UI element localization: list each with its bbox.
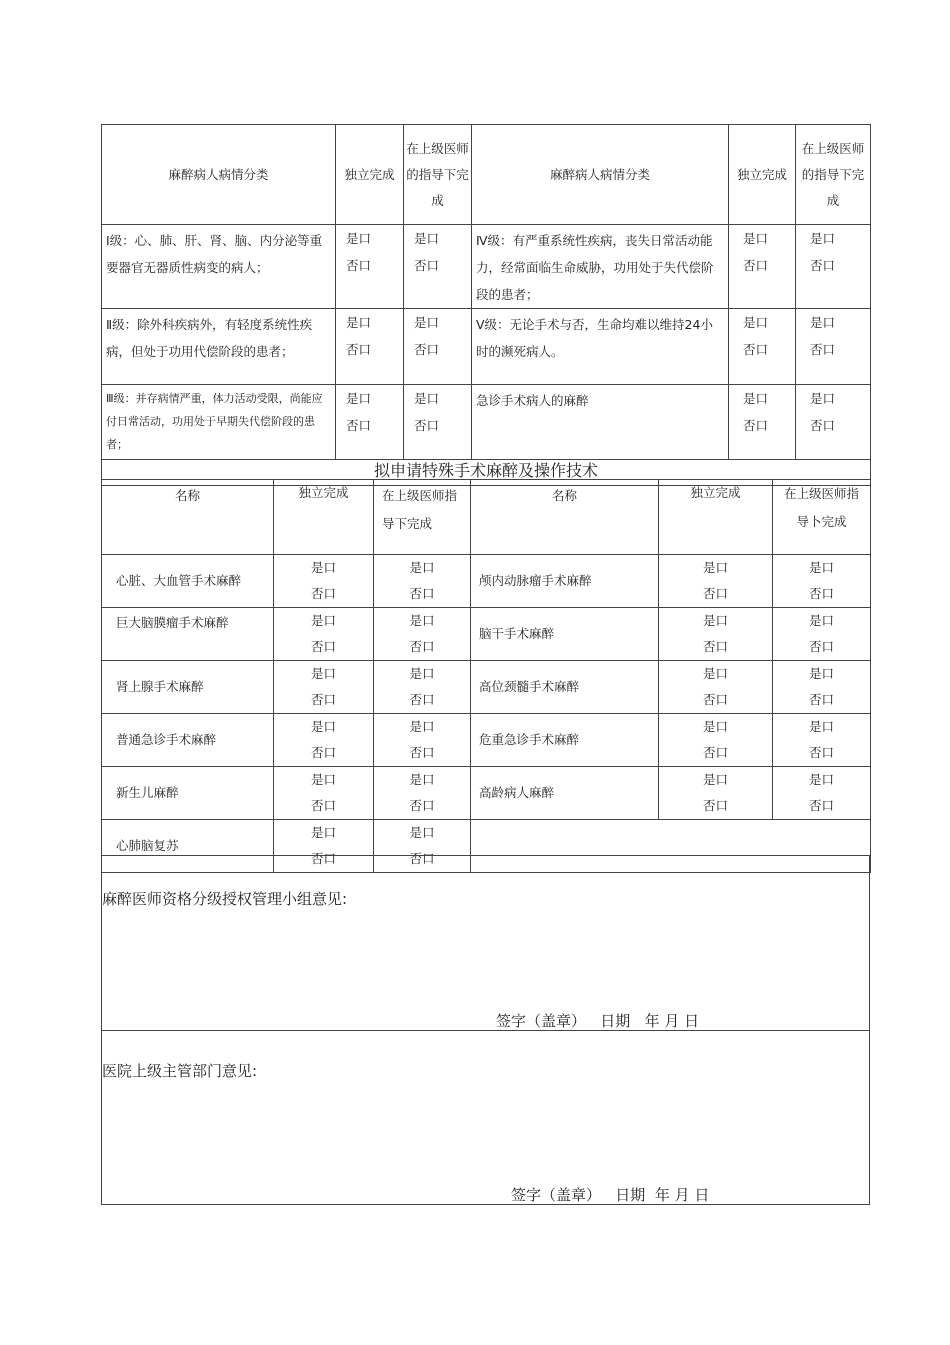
no-checkbox[interactable]: 否口	[702, 692, 728, 707]
no-checkbox[interactable]: 否口	[702, 745, 728, 760]
independent-header: 独立完成	[659, 480, 773, 555]
checkbox-pair[interactable]	[374, 714, 471, 767]
no-checkbox[interactable]: 否口	[808, 745, 834, 760]
group-opinion-cell[interactable]	[102, 856, 870, 1031]
yes-checkbox[interactable]: 是口	[810, 391, 836, 406]
yes-checkbox[interactable]: 是口	[702, 560, 728, 575]
checkbox-pair[interactable]	[336, 225, 404, 309]
checkbox-pair[interactable]	[336, 385, 404, 460]
no-checkbox[interactable]: 否口	[409, 586, 435, 601]
no-checkbox[interactable]: 否口	[310, 639, 336, 654]
yes-checkbox[interactable]: 是口	[702, 666, 728, 681]
classification-row	[102, 309, 871, 385]
special-row	[102, 555, 871, 608]
form-page	[101, 124, 870, 1204]
procedure-name: 心肺脑复苏	[102, 820, 274, 873]
name-header-left: 名称	[102, 480, 274, 555]
checkbox-pair[interactable]	[274, 714, 374, 767]
yes-checkbox[interactable]: 是口	[409, 666, 435, 681]
class-2-cell: Ⅱ级：除外科疾病外，有轻度系统性疾病，但处于功用代偿阶段的患者；	[102, 309, 336, 385]
procedure-name: 巨大脑膜瘤手术麻醉	[102, 608, 274, 661]
class-4-cell: Ⅳ级：有严重系统性疾病，丧失日常活动能力，经常面临生命威胁，功用处于失代偿阶段的患者；	[472, 225, 729, 309]
checkbox-pair[interactable]	[729, 225, 796, 309]
no-checkbox[interactable]: 否口	[409, 692, 435, 707]
hospital-opinion-row	[102, 1031, 870, 1205]
yes-checkbox[interactable]: 是口	[743, 315, 769, 330]
no-checkbox[interactable]: 否口	[808, 639, 834, 654]
category-header-left: 麻醉病人病情分类	[102, 125, 336, 225]
no-checkbox[interactable]: 否口	[346, 258, 372, 273]
procedure-name: 高龄病人麻醉	[471, 767, 659, 820]
yes-checkbox[interactable]: 是口	[810, 315, 836, 330]
checkbox-pair[interactable]	[374, 767, 471, 820]
procedure-name: 肾上腺手术麻醉	[102, 661, 274, 714]
yes-checkbox[interactable]: 是口	[310, 560, 336, 575]
yes-checkbox[interactable]: 是口	[808, 719, 834, 734]
classification-header-row	[102, 125, 871, 225]
special-row	[102, 608, 871, 661]
no-checkbox[interactable]: 否口	[409, 639, 435, 654]
checkbox-pair[interactable]	[659, 555, 773, 608]
no-checkbox[interactable]: 否口	[346, 342, 372, 357]
independent-header: 独立完成	[274, 480, 374, 555]
yes-checkbox[interactable]: 是口	[346, 391, 372, 406]
classification-table	[101, 124, 871, 486]
yes-checkbox[interactable]: 是口	[346, 315, 372, 330]
no-checkbox[interactable]: 否口	[310, 798, 336, 813]
checkbox-pair[interactable]	[659, 661, 773, 714]
checkbox-pair[interactable]	[659, 608, 773, 661]
class-5-cell: Ⅴ级：无论手术与否，生命均难以维持24小时的濒死病人。	[472, 309, 729, 385]
checkbox-pair[interactable]	[773, 661, 871, 714]
emergency-cell: 急诊手术病人的麻醉	[472, 385, 729, 460]
no-checkbox[interactable]: 否口	[808, 798, 834, 813]
yes-checkbox[interactable]: 是口	[409, 825, 435, 840]
procedure-name: 脑干手术麻醉	[471, 608, 659, 661]
checkbox-pair[interactable]	[773, 767, 871, 820]
no-checkbox[interactable]: 否口	[810, 342, 836, 357]
yes-checkbox[interactable]: 是口	[702, 613, 728, 628]
special-row	[102, 661, 871, 714]
checkbox-pair[interactable]	[729, 385, 796, 460]
yes-checkbox[interactable]: 是口	[702, 719, 728, 734]
no-checkbox[interactable]: 否口	[409, 798, 435, 813]
checkbox-pair[interactable]	[336, 309, 404, 385]
yes-checkbox[interactable]: 是口	[310, 666, 336, 681]
checkbox-pair[interactable]	[796, 385, 871, 460]
no-checkbox[interactable]: 否口	[743, 342, 769, 357]
no-checkbox[interactable]: 否口	[810, 258, 836, 273]
checkbox-pair[interactable]	[659, 767, 773, 820]
yes-checkbox[interactable]: 是口	[310, 825, 336, 840]
no-checkbox[interactable]: 否口	[346, 418, 372, 433]
yes-checkbox[interactable]: 是口	[702, 772, 728, 787]
no-checkbox[interactable]: 否口	[743, 258, 769, 273]
class-1-cell: Ⅰ级：心、肺、肝、肾、脑、内分泌等重要器官无器质性病变的病人；	[102, 225, 336, 309]
no-checkbox[interactable]: 否口	[414, 342, 440, 357]
yes-checkbox[interactable]: 是口	[808, 613, 834, 628]
no-checkbox[interactable]: 否口	[414, 418, 440, 433]
classification-row	[102, 385, 871, 460]
yes-checkbox[interactable]: 是口	[743, 231, 769, 246]
procedure-name: 心脏、大血管手术麻醉	[102, 555, 274, 608]
yes-checkbox[interactable]: 是口	[310, 613, 336, 628]
group-opinion-label: 麻醉医师资格分级授权管理小组意见:	[102, 890, 348, 908]
yes-checkbox[interactable]: 是口	[810, 231, 836, 246]
special-header-row	[102, 480, 871, 555]
yes-checkbox[interactable]: 是口	[808, 560, 834, 575]
independent-header-right: 独立完成	[729, 125, 796, 225]
no-checkbox[interactable]: 否口	[414, 258, 440, 273]
yes-checkbox[interactable]: 是口	[409, 719, 435, 734]
no-checkbox[interactable]: 否口	[702, 639, 728, 654]
opinions-table	[101, 855, 870, 1205]
supervised-header-left: 在上级医师的指导下完成	[404, 125, 472, 225]
special-row	[102, 767, 871, 820]
checkbox-pair[interactable]	[773, 555, 871, 608]
checkbox-pair[interactable]	[404, 225, 472, 309]
checkbox-pair[interactable]	[773, 608, 871, 661]
supervised-header: 在上级医师指导下完成	[374, 480, 471, 555]
group-opinion-row	[102, 856, 870, 1031]
yes-checkbox[interactable]: 是口	[414, 231, 440, 246]
checkbox-pair[interactable]	[773, 714, 871, 767]
checkbox-pair[interactable]	[659, 714, 773, 767]
no-checkbox[interactable]: 否口	[810, 418, 836, 433]
special-row	[102, 714, 871, 767]
special-section-title: 拟申请特殊手术麻醉及操作技术	[102, 460, 871, 486]
no-checkbox[interactable]: 否口	[702, 586, 728, 601]
checkbox-pair[interactable]	[374, 555, 471, 608]
category-header-right: 麻醉病人病情分类	[472, 125, 729, 225]
class-3-cell: Ⅲ级：并存病情严重，体力活动受限，尚能应付日常活动，功用处于早期失代偿阶段的患者；	[102, 385, 336, 460]
supervised-header-right: 在上级医师的指导下完成	[796, 125, 871, 225]
supervised-header: 在上级医师指导卜完成	[773, 480, 871, 555]
yes-checkbox[interactable]: 是口	[743, 391, 769, 406]
no-checkbox[interactable]: 否口	[702, 798, 728, 813]
yes-checkbox[interactable]: 是口	[310, 772, 336, 787]
checkbox-pair[interactable]	[796, 309, 871, 385]
independent-header-left: 独立完成	[336, 125, 404, 225]
yes-checkbox[interactable]: 是口	[409, 560, 435, 575]
yes-checkbox[interactable]: 是口	[414, 315, 440, 330]
no-checkbox[interactable]: 否口	[310, 745, 336, 760]
classification-row	[102, 225, 871, 309]
name-header-right: 名称	[471, 480, 659, 555]
group-signature-line: 签字（盖章） 日期 年 月 日	[496, 1012, 700, 1030]
checkbox-pair[interactable]	[274, 555, 374, 608]
checkbox-pair[interactable]	[404, 309, 472, 385]
procedure-name: 普通急诊手术麻醉	[102, 714, 274, 767]
yes-checkbox[interactable]: 是口	[414, 391, 440, 406]
yes-checkbox[interactable]: 是口	[808, 772, 834, 787]
checkbox-pair[interactable]	[274, 767, 374, 820]
procedure-name: 高位颈髓手术麻醉	[471, 661, 659, 714]
no-checkbox[interactable]: 否口	[310, 851, 336, 866]
checkbox-pair[interactable]	[374, 661, 471, 714]
yes-checkbox[interactable]: 是口	[409, 772, 435, 787]
procedure-name: 危重急诊手术麻醉	[471, 714, 659, 767]
no-checkbox[interactable]: 否口	[743, 418, 769, 433]
no-checkbox[interactable]: 否口	[310, 692, 336, 707]
hospital-opinion-cell[interactable]	[102, 1031, 870, 1205]
checkbox-pair[interactable]	[796, 225, 871, 309]
yes-checkbox[interactable]: 是口	[808, 666, 834, 681]
hospital-opinion-label: 医院上级主管部门意见:	[102, 1062, 258, 1080]
checkbox-pair[interactable]	[729, 309, 796, 385]
no-checkbox[interactable]: 否口	[409, 851, 435, 866]
yes-checkbox[interactable]: 是口	[310, 719, 336, 734]
yes-checkbox[interactable]: 是口	[346, 231, 372, 246]
checkbox-pair[interactable]	[374, 608, 471, 661]
checkbox-pair[interactable]	[404, 385, 472, 460]
no-checkbox[interactable]: 否口	[310, 586, 336, 601]
hospital-signature-line: 签字（盖章） 日期 年 月 日	[511, 1186, 710, 1204]
checkbox-pair[interactable]	[274, 608, 374, 661]
no-checkbox[interactable]: 否口	[409, 745, 435, 760]
special-table	[101, 479, 871, 873]
no-checkbox[interactable]: 否口	[808, 692, 834, 707]
no-checkbox[interactable]: 否口	[808, 586, 834, 601]
procedure-name: 新生儿麻醉	[102, 767, 274, 820]
yes-checkbox[interactable]: 是口	[409, 613, 435, 628]
procedure-name: 颅内动脉瘤手术麻醉	[471, 555, 659, 608]
checkbox-pair[interactable]	[274, 661, 374, 714]
